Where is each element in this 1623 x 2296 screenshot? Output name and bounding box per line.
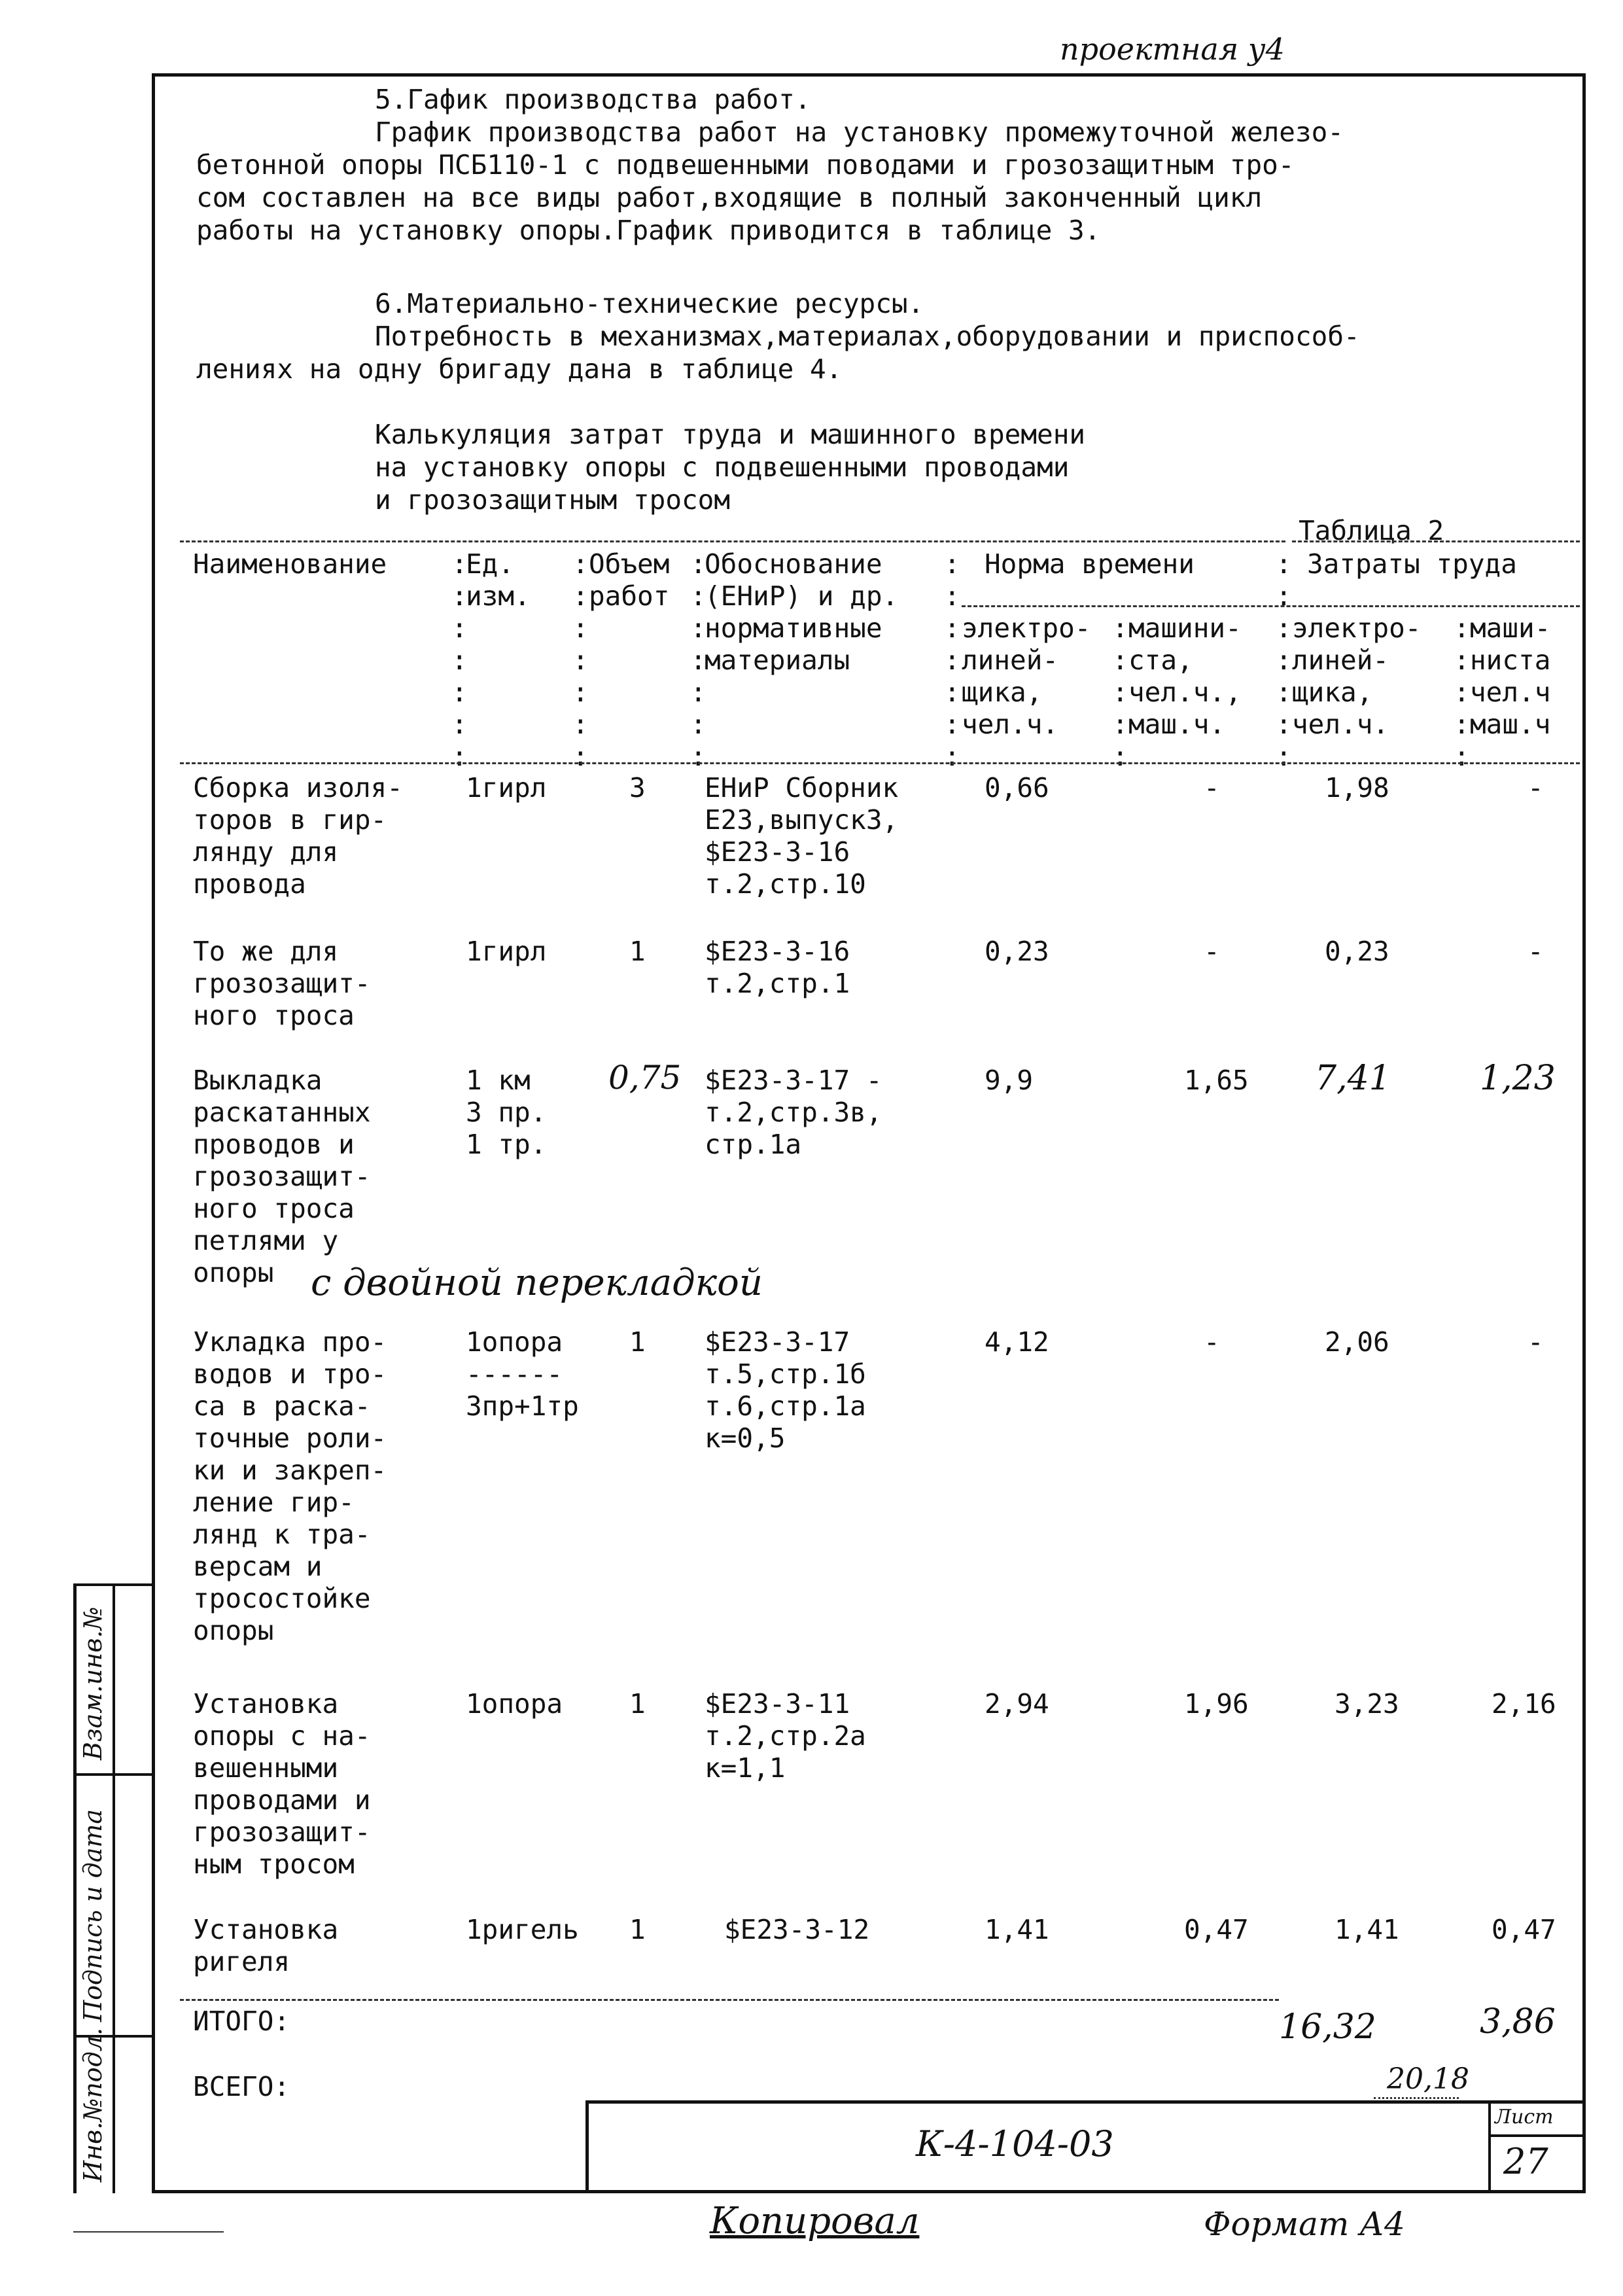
- header-n-el-4: чел.ч.: [962, 709, 1059, 740]
- header-n-mash-2: ста,: [1128, 645, 1193, 676]
- row3-name: Выкладка раскатанных проводов и грозозащит- ного троса петлями у опоры: [193, 1065, 371, 1288]
- copied-label: Копировал: [710, 2200, 920, 2242]
- row2-norm-el: 0,23: [985, 936, 1049, 967]
- table-top-rule-2: [1292, 540, 1580, 542]
- side-stamp-vzam: Взам.инв.№: [79, 1606, 107, 1760]
- header-sep-f: : : : : : : :: [1276, 548, 1292, 772]
- calc-title-2: на установку опоры с подвешенными проводами: [375, 451, 1070, 483]
- row2-cost-mash: -: [1527, 936, 1544, 967]
- header-zatraty: Затраты труда: [1307, 548, 1517, 580]
- header-z-mash-1: маши-: [1470, 612, 1551, 644]
- sheet-number: 27: [1503, 2141, 1548, 2182]
- header-n-mash-4: маш.ч.: [1128, 709, 1226, 740]
- row6-qty: 1: [629, 1914, 646, 1945]
- section5-line-4: работы на установку опоры.График приводится в таблице 3.: [196, 215, 1101, 246]
- header-z-el-1: электро-: [1292, 612, 1422, 644]
- header-sep-c: : : : : : : :: [690, 548, 707, 772]
- drawing-code: К-4-104-03: [916, 2123, 1114, 2164]
- row3-qty: 0,75: [608, 1059, 682, 1097]
- side-stamp-inner: [113, 1583, 115, 2193]
- row4-unit: 1опора ------ 3пр+1тр: [466, 1326, 579, 1422]
- side-stamp-top: [73, 1583, 155, 1586]
- row3-cost-mash: 1,23: [1480, 1059, 1556, 1098]
- header-n-mash-1: машини-: [1128, 612, 1242, 644]
- header-n-el-3: щика,: [962, 677, 1043, 708]
- row4-basis: $Е23-3-17 т.5,стр.1б т.6,стр.1а к=0,5: [705, 1326, 866, 1454]
- stamp-top: [585, 2100, 1586, 2104]
- row2-basis: $Е23-3-16 т.2,стр.1: [705, 936, 850, 999]
- vsego-value: 20,18: [1387, 2062, 1469, 2096]
- row5-unit: 1опора: [466, 1688, 563, 1720]
- frame-bottom: [152, 2190, 1586, 2193]
- row1-unit: 1гирл: [466, 772, 547, 804]
- itogo-label: ИТОГО:: [193, 2005, 290, 2037]
- row5-cost-mash: 2,16: [1492, 1688, 1556, 1720]
- format-label: Формат А4: [1204, 2205, 1405, 2243]
- itogo-mash: 3,86: [1480, 2002, 1556, 2041]
- row6-basis: $Е23-3-12: [724, 1914, 870, 1945]
- row3-norm-mash: 1,65: [1184, 1065, 1249, 1096]
- section6-line-1: Потребность в механизмах,материалах,оборудовании и приспособ-: [375, 321, 1360, 352]
- row3-basis: $Е23-3-17 - т.2,стр.3в, стр.1а: [705, 1065, 882, 1160]
- row3-unit: 1 км 3 пр. 1 тр.: [466, 1065, 547, 1160]
- header-z-el-2: линей-: [1292, 645, 1389, 676]
- totals-rule: [180, 1999, 1279, 2001]
- side-stamp-div1: [73, 1773, 155, 1776]
- table-top-rule-1: [180, 540, 1285, 542]
- stamp-sheet-left: [1488, 2100, 1491, 2192]
- stamp-left: [585, 2100, 589, 2192]
- row6-norm-el: 1,41: [985, 1914, 1049, 1945]
- row5-cost-el: 3,23: [1335, 1688, 1399, 1720]
- row3-norm-el: 9,9: [985, 1065, 1034, 1096]
- header-n-el-1: электро-: [962, 612, 1091, 644]
- header-n-mash-3: чел.ч.,: [1128, 677, 1242, 708]
- row5-norm-el: 2,94: [985, 1688, 1049, 1720]
- section5-line-2: бетонной опоры ПСБ110-1 с подвешенными поводами и грозозащитным тро-: [196, 149, 1295, 181]
- row1-cost-mash: -: [1527, 772, 1544, 804]
- vsego-rule: [1374, 2097, 1459, 2099]
- row2-qty: 1: [629, 936, 646, 967]
- row5-basis: $Е23-3-11 т.2,стр.2а к=1,1: [705, 1688, 866, 1784]
- header-basis-4: материалы: [705, 645, 850, 676]
- section5-line-1: График производства работ на установку промежуточной железо-: [375, 116, 1344, 148]
- itogo-el: 16,32: [1279, 2007, 1376, 2047]
- header-name: Наименование: [193, 548, 387, 580]
- row4-qty: 1: [629, 1326, 646, 1358]
- row3-cost-el: 7,41: [1315, 1059, 1391, 1098]
- header-norma: Норма времени: [985, 548, 1195, 580]
- header-unit-2: изм.: [466, 580, 531, 612]
- side-stamp-sign: Подпись и дата: [79, 1809, 107, 2022]
- row5-norm-mash: 1,96: [1184, 1688, 1249, 1720]
- row4-cost-mash: -: [1527, 1326, 1544, 1358]
- frame-right: [1582, 73, 1586, 2193]
- row1-norm-el: 0,66: [985, 772, 1049, 804]
- section5-title: 5.Гафик производства работ.: [375, 84, 811, 115]
- header-sep-d: : : : : : : :: [944, 548, 960, 772]
- header-basis-3: нормативные: [705, 612, 882, 644]
- header-qty-1: Объем: [589, 548, 670, 580]
- row2-cost-el: 0,23: [1325, 936, 1389, 967]
- header-z-el-3: щика,: [1292, 677, 1373, 708]
- header-z-mash-2: ниста: [1470, 645, 1551, 676]
- row6-cost-mash: 0,47: [1492, 1914, 1556, 1945]
- header-sep-a: : : : : : : :: [451, 548, 468, 772]
- header-bottom-rule: [180, 762, 1580, 764]
- side-stamp-outer: [73, 1583, 77, 2193]
- row4-name: Укладка про- водов и тро- са в раска- точные роли- ки и закреп- ление гир- лянд к тра- версам и тросостойке опоры: [193, 1326, 387, 1646]
- row4-norm-el: 4,12: [985, 1326, 1049, 1358]
- side-stamp-inv: Инв.№подл.: [79, 2027, 107, 2182]
- row2-name: То же для грозозащит- ного троса: [193, 936, 371, 1031]
- header-n-el-2: линей-: [962, 645, 1059, 676]
- section6-title: 6.Материально-технические ресурсы.: [375, 288, 924, 319]
- footer-rule-left: [73, 2231, 224, 2233]
- header-qty-2: работ: [589, 580, 670, 612]
- row1-name: Сборка изоля- торов в гир- лянду для провода: [193, 772, 403, 900]
- calc-title-1: Калькуляция затрат труда и машинного времени: [375, 419, 1086, 450]
- vsego-label: ВСЕГО:: [193, 2071, 290, 2102]
- header-sep-e: : : : : :: [1112, 612, 1128, 772]
- row4-norm-mash: -: [1204, 1326, 1220, 1358]
- row3-handwritten-note: с двойной перекладкой: [311, 1262, 763, 1304]
- header-z-el-4: чел.ч.: [1292, 709, 1389, 740]
- header-z-mash-4: маш.ч: [1470, 709, 1551, 740]
- header-basis-2: (ЕНиР) и др.: [705, 580, 899, 612]
- row1-basis: ЕНиР Сборник Е23,выпуск3, $Е23-3-16 т.2,стр.10: [705, 772, 899, 900]
- section6-line-2: лениях на одну бригаду дана в таблице 4.: [196, 353, 843, 385]
- header-unit-1: Ед.: [466, 548, 515, 580]
- stamp-sheet-mid: [1488, 2134, 1586, 2137]
- row2-unit: 1гирл: [466, 936, 547, 967]
- sheet-label: Лист: [1495, 2106, 1554, 2128]
- header-sep-b: : : : : : : :: [572, 548, 589, 772]
- row6-cost-el: 1,41: [1335, 1914, 1399, 1945]
- corner-note: проектная у4: [1060, 31, 1285, 67]
- table-label: Таблица 2: [1299, 515, 1444, 546]
- frame-top: [152, 73, 1586, 77]
- row5-name: Установка опоры с на- вешенными проводами и грозозащит- ным тросом: [193, 1688, 371, 1880]
- calc-title-3: и грозозащитным тросом: [375, 484, 731, 516]
- row1-norm-mash: -: [1204, 772, 1220, 804]
- header-basis-1: Обоснование: [705, 548, 882, 580]
- row6-name: Установка ригеля: [193, 1914, 339, 1977]
- row1-cost-el: 1,98: [1325, 772, 1389, 804]
- header-mid-rule: [962, 605, 1580, 607]
- row6-norm-mash: 0,47: [1184, 1914, 1249, 1945]
- row4-cost-el: 2,06: [1325, 1326, 1389, 1358]
- row1-qty: 3: [629, 772, 646, 804]
- section5-line-3: сом составлен на все виды работ,входящие в полный законченный цикл: [196, 182, 1263, 213]
- header-z-mash-3: чел.ч: [1470, 677, 1551, 708]
- row2-norm-mash: -: [1204, 936, 1220, 967]
- frame-left: [152, 73, 155, 2193]
- row5-qty: 1: [629, 1688, 646, 1720]
- header-sep-g: : : : : :: [1454, 612, 1470, 772]
- row6-unit: 1ригель: [466, 1914, 579, 1945]
